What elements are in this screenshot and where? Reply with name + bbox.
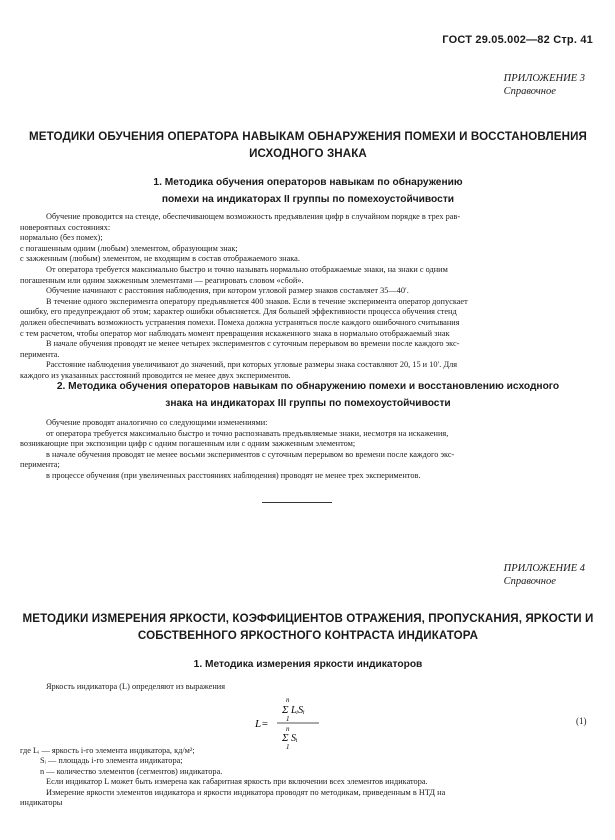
title-1 — [18, 128, 598, 162]
text-line: В течение одного эксперимента оператору предъявляется 400 знаков. Если в течение эксперимента оператор допускает — [46, 296, 468, 306]
section-1-title — [18, 174, 598, 208]
section-2-body — [20, 418, 590, 482]
legend-line: где Lᵢ — яркость i-го элемента индикатора, кд/м²; — [20, 746, 195, 755]
section-1-title-line-1: 1. Методика обучения операторов навыкам по обнаружению — [153, 177, 463, 188]
title-2-line-2: СОБСТВЕННОГО ЯРКОСТНОГО КОНТРАСТА ИНДИКАТОРА — [137, 629, 479, 642]
legend-line: n — количество элементов (сегментов) индикатора. — [40, 766, 223, 776]
text-line: возникающие при экспозиции цифр с одним погашенным или с одним зажженным элементом; — [20, 439, 356, 449]
text-line: каждого из указанных расстояний проводится не менее двух экспериментов. — [20, 370, 291, 380]
text-line: погашенным или одним зажженным элементами — реагировать словом «сбой». — [20, 275, 304, 285]
section-2-title-line-1: 2. Методика обучения операторов навыкам по обнаружению помехи и восстановлению исходного — [56, 381, 560, 392]
text-line: Если индикатор L может быть измерена как габаритная яркость при включении всех элементов индикатора. — [46, 777, 428, 787]
text-line: индикаторы — [20, 798, 63, 808]
title-2 — [18, 610, 598, 644]
text-line: в начале обучения проводят не менее восьми экспериментов с суточным перерывом во времени после каждого экс- — [46, 449, 455, 459]
appendix-4-label — [504, 562, 585, 588]
appendix-4-title: ПРИЛОЖЕНИЕ 4 — [503, 563, 585, 574]
equation-number: (1) — [576, 716, 587, 726]
appendix-4-type: Справочное — [503, 576, 556, 587]
section-1-title-line-2: помехи на индикаторах II группы по помехоустойчивости — [161, 194, 455, 205]
text-line: от оператора требуется максимально быстро и точно распознавать предъявляемые знаки, несмотря на искажения, — [46, 428, 449, 438]
section-divider — [262, 502, 332, 503]
formula-denominator: Sᵢ — [291, 733, 298, 744]
text-line: В начале обучения проводят не менее четырех экспериментов с суточным перерывом во времени после каждого экс- — [46, 339, 460, 349]
section-3-intro — [20, 682, 590, 693]
appendix-3-label — [504, 72, 585, 98]
section-2-title — [18, 378, 598, 412]
text-line: в процессе обучения (при увеличенных расстояниях наблюдения) проводят не менее трех экспериментов. — [46, 470, 421, 480]
formula-lower-num: 1 — [286, 715, 290, 723]
text-line: Расстояние наблюдения увеличивают до значений, при которых угловые размеры знака составляют 20, 15 и 10′. Для — [46, 360, 458, 370]
text-line: ошибку, его предупреждают об этом; характер ошибки объясняется. Для большей эффективности процесса обучения стенд — [20, 307, 457, 317]
formula — [255, 694, 335, 752]
text-line: Измерение яркости элементов индикатора и яркости индикатора проводят по методикам, приведенным в НТД на — [46, 787, 446, 797]
text-line: перимента; — [20, 460, 60, 470]
formula-legend — [20, 746, 590, 808]
section-2-title-line-2: знака на индикаторах III группы по помехоустойчивости — [165, 398, 451, 409]
formula-lower-den: 1 — [286, 743, 290, 750]
text-line: с зажженным (любым) элементом, не входящим в состав отображаемого знака. — [20, 254, 300, 264]
appendix-3-title: ПРИЛОЖЕНИЕ 3 — [503, 73, 585, 84]
text-line: перимента. — [20, 349, 60, 359]
text-line: Обучение проводят аналогично со следующими изменениями: — [46, 418, 268, 427]
formula-graphic — [255, 694, 335, 750]
text-line: с тем расчетом, чтобы оператор мог наблюдать момент превращения искаженного знака в нормально отображаемый знак — [20, 328, 450, 338]
appendix-3-type: Справочное — [503, 86, 556, 97]
formula-lhs: L= — [255, 718, 269, 730]
formula-upper-den: n — [286, 725, 290, 733]
section-1-body — [20, 212, 590, 382]
text-line: новероятных состояниях: — [20, 222, 111, 232]
formula-numerator: LᵢSᵢ — [291, 705, 305, 716]
section-3-title: 1. Методика измерения яркости индикаторов — [193, 659, 423, 670]
text-line: должен обеспечивать возможность устранения помехи. Помеха должна устраняться после каждого ошибочного считывания — [20, 317, 460, 327]
text-line: Обучение начинают с расстояния наблюдения, при котором угловой размер знаков составляет 35—40′. — [46, 286, 409, 296]
title-1-line-2: ИСХОДНОГО ЗНАКА — [249, 147, 367, 160]
formula-sum-den: Σ — [282, 732, 289, 744]
text-line: с погашенным одним (любым) элементом, образующим знак; — [20, 243, 238, 253]
text-line: От оператора требуется максимально быстро и точно называть нормально отображаемые знаки, на знаки с одним — [46, 264, 448, 274]
formula-upper-num: n — [286, 696, 290, 704]
legend-line: Sᵢ — площадь i-го элемента индикатора; — [40, 756, 183, 766]
page-header: ГОСТ 29.05.002—82 Стр. 41 — [442, 34, 593, 46]
formula-sum-num: Σ — [282, 704, 289, 716]
text-line: нормально (без помех); — [20, 233, 103, 243]
title-2-line-1: МЕТОДИКИ ИЗМЕРЕНИЯ ЯРКОСТИ, КОЭФФИЦИЕНТОВ ОТРАЖЕНИЯ, ПРОПУСКАНИЯ, ЯРКОСТИ И — [22, 612, 594, 625]
text-line: Яркость индикатора (L) определяют из выражения — [46, 682, 226, 691]
text-line: Обучение проводится на стенде, обеспечивающем возможность предъявления цифр в случайном порядке в трех рав- — [46, 212, 461, 221]
title-1-line-1: МЕТОДИКИ ОБУЧЕНИЯ ОПЕРАТОРА НАВЫКАМ ОБНАРУЖЕНИЯ ПОМЕХИ И ВОССТАНОВЛЕНИЯ — [29, 130, 587, 143]
